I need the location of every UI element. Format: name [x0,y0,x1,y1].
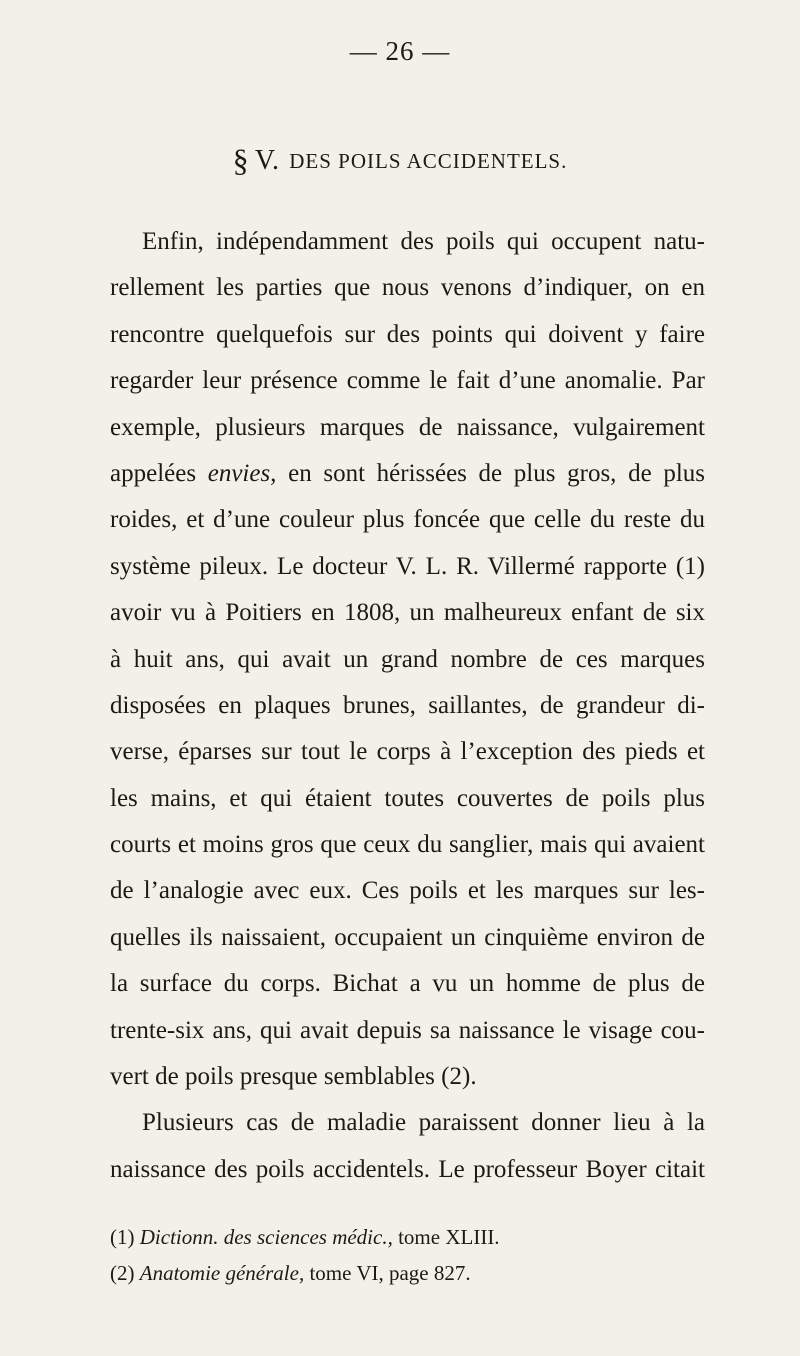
text-line: à huit ans, qui avait un grand nombre de ces marques [110,645,705,673]
text-fragment: appelées [110,459,197,487]
text-line: la surface du corps. Bichat a vu un homme de plus de [110,970,705,998]
section-heading [0,142,800,179]
footnotes [110,1219,705,1291]
footnote-mark: (1) [110,1225,135,1249]
text-line: verse, éparses sur tout le corps à l’exception des pieds et [110,738,705,766]
footnote-work-title: Dictionn. des sciences médic., [139,1225,393,1249]
text-line: regarder leur présence comme le fait d’une anomalie. Par [110,367,705,395]
text-line [110,451,705,497]
text-fragment: en sont hérissées de plus gros, de plus [288,459,706,487]
text-line: naissance des poils accidentels. Le professeur Boyer citait [110,1155,705,1183]
footnote-reference: tome VI, page 827. [309,1261,471,1285]
footnote-work-title: Anatomie générale, [139,1261,305,1285]
text-line: roides, et d’une couleur plus foncée que celle du reste du [110,506,705,534]
section-symbol: § [232,142,250,178]
text-line: de l’analogie avec eux. Ces poils et les marques sur les- [110,877,705,905]
text-line: Plusieurs cas de maladie paraissent donner lieu à la [142,1109,705,1137]
footnote-reference: tome XLIII. [398,1225,500,1249]
footnote [110,1255,705,1291]
body-text [110,219,705,1193]
footnote-mark: (2) [110,1261,135,1285]
text-line: rencontre quelquefois sur des points qui doivent y faire [110,320,705,348]
page-number: — 26 — [349,36,451,66]
italic-term: envies, [207,459,277,487]
section-title: DES POILS ACCIDENTELS. [289,149,568,173]
text-line: avoir vu à Poitiers en 1808, un malheureux enfant de six [110,599,705,627]
text-line: les mains, et qui étaient toutes couvertes de poils plus [110,784,705,812]
section-number: V. [254,145,280,176]
footnote [110,1219,705,1255]
text-line: système pileux. Le docteur V. L. R. Villermé rapporte (1) [110,552,705,580]
text-line: quelles ils naissaient, occupaient un cinquième environ de [110,923,705,951]
text-line: courts et moins gros que ceux du sanglier, mais qui avaient [110,831,705,859]
text-line: rellement les parties que nous venons d’indiquer, on en [110,274,705,302]
text-line: Enfin, indépendamment des poils qui occupent natu- [142,228,705,255]
text-line: disposées en plaques brunes, saillantes, de grandeur di- [110,691,705,719]
text-line: exemple, plusieurs marques de naissance, vulgairement [110,413,705,441]
text-line: trente-six ans, qui avait depuis sa naissance le visage cou- [110,1016,705,1044]
text-line: vert de poils presque semblables (2). [110,1063,477,1091]
